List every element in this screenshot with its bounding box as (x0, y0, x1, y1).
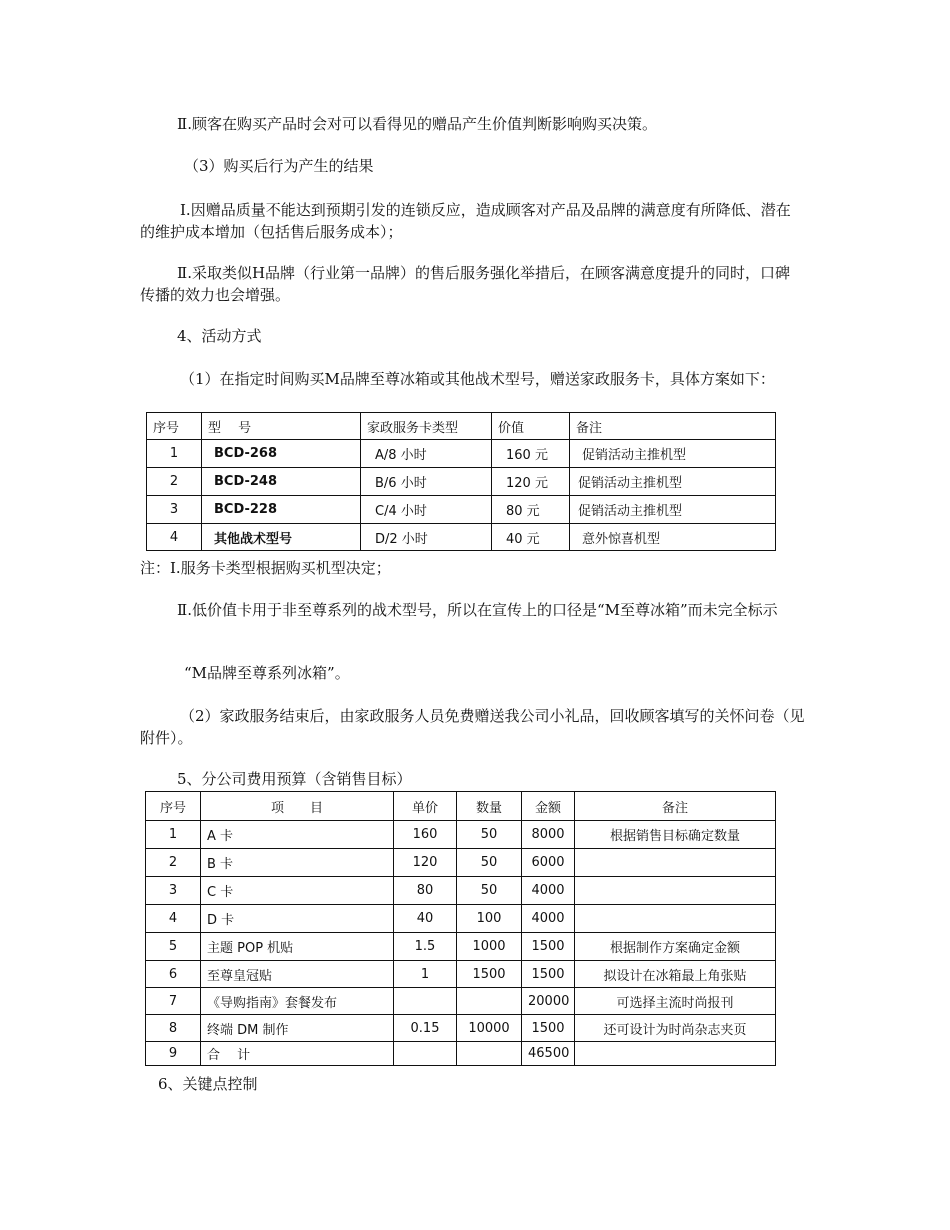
table-cell: 8 (146, 1015, 201, 1042)
table-cell: 20000 (522, 988, 575, 1015)
table-cell: 促销活动主推机型 (570, 440, 776, 468)
paragraph-6: （1）在指定时间购买M品牌至尊冰箱或其他战术型号，赠送家政服务卡，具体方案如下： (180, 370, 775, 388)
table-cell: 根据销售目标确定数量 (575, 821, 776, 849)
table-cell (457, 1042, 522, 1066)
table-cell: 主题 POP 机贴 (201, 933, 394, 961)
table-header-cell: 型 号 (202, 413, 361, 440)
table-cell: 其他战术型号 (202, 524, 361, 551)
table-cell: 50 (457, 821, 522, 849)
table-cell: 2 (147, 468, 202, 496)
note-3: “M品牌至尊系列冰箱”。 (184, 664, 350, 682)
table-header-cell: 序号 (146, 792, 201, 821)
paragraph-10: （2）家政服务结束后，由家政服务人员免费赠送我公司小礼品，回收顾客填写的关怀问卷（见附件）。 (140, 707, 805, 747)
paragraph-3: Ⅰ.因赠品质量不能达到预期引发的连锁反应，造成顾客对产品及品牌的满意度有所降低、潜在的维护成本增加（包括售后服务成本）； (140, 201, 791, 241)
table-header-cell: 价值 (492, 413, 570, 440)
table-cell: B/6 小时 (361, 468, 492, 496)
table-cell: 意外惊喜机型 (570, 524, 776, 551)
table-cell: 40 元 (492, 524, 570, 551)
table-cell (394, 1042, 457, 1066)
paragraph-4: Ⅱ.采取类似H品牌（行业第一品牌）的售后服务强化举措后，在顾客满意度提升的同时，口碑传播的效力也会增强。 (140, 264, 791, 304)
section-heading-4: 4、活动方式 (177, 327, 262, 345)
table-cell: 6 (146, 961, 201, 988)
section-heading-6: 6、关键点控制 (158, 1075, 258, 1093)
table-cell: 120 元 (492, 468, 570, 496)
table-total-row (146, 1042, 776, 1066)
table-row (146, 988, 776, 1015)
table-header-cell: 单价 (394, 792, 457, 821)
table-cell: 8000 (522, 821, 575, 849)
table-cell: B 卡 (201, 849, 394, 877)
table-header-cell: 项 目 (201, 792, 394, 821)
section-heading-5: 5、分公司费用预算（含销售目标） (177, 770, 412, 788)
table-cell (394, 988, 457, 1015)
table-cell: 5 (146, 933, 201, 961)
table-cell: 10000 (457, 1015, 522, 1042)
table-row (146, 849, 776, 877)
table-cell (575, 905, 776, 933)
table-cell: 4 (147, 524, 202, 551)
table-cell: 2 (146, 849, 201, 877)
table-cell: 1500 (522, 933, 575, 961)
table-row (146, 821, 776, 849)
table-cell (575, 849, 776, 877)
table-cell: 100 (457, 905, 522, 933)
table-cell: 1.5 (394, 933, 457, 961)
table-cell: 6000 (522, 849, 575, 877)
table-cell: 《导购指南》套餐发布 (201, 988, 394, 1015)
table-cell: 1500 (522, 1015, 575, 1042)
table-cell: 至尊皇冠贴 (201, 961, 394, 988)
table-cell: 1500 (522, 961, 575, 988)
table-cell: 1500 (457, 961, 522, 988)
table-cell: 3 (146, 877, 201, 905)
table-cell: 50 (457, 849, 522, 877)
table-header-cell: 家政服务卡类型 (361, 413, 492, 440)
table-header-cell: 备注 (575, 792, 776, 821)
paragraph-2: （3）购买后行为产生的结果 (184, 157, 374, 175)
table-cell: 促销活动主推机型 (570, 496, 776, 524)
table-header-cell: 备注 (570, 413, 776, 440)
table-cell: 46500 (522, 1042, 575, 1066)
table-row (146, 1015, 776, 1042)
note-1: 注：Ⅰ.服务卡类型根据购买机型决定； (140, 559, 391, 577)
table-row (146, 961, 776, 988)
table-cell: D 卡 (201, 905, 394, 933)
table-row (146, 877, 776, 905)
table-cell: 9 (146, 1042, 201, 1066)
note-2: Ⅱ.低价值卡用于非至尊系列的战术型号，所以在宣传上的口径是“M至尊冰箱”而未完全标示 (177, 601, 778, 619)
table-header-row (146, 792, 776, 821)
table-cell: 160 元 (492, 440, 570, 468)
table-row (147, 440, 776, 468)
table-cell (575, 877, 776, 905)
table-cell: 4000 (522, 877, 575, 905)
table-cell: 120 (394, 849, 457, 877)
table-header-cell: 数量 (457, 792, 522, 821)
service-card-table (146, 412, 776, 551)
table-cell: 1 (394, 961, 457, 988)
table-row (147, 468, 776, 496)
table-cell: 0.15 (394, 1015, 457, 1042)
table-cell: A 卡 (201, 821, 394, 849)
table-cell: A/8 小时 (361, 440, 492, 468)
table-cell: 终端 DM 制作 (201, 1015, 394, 1042)
table-cell: 合 计 (201, 1042, 394, 1066)
table-cell: 根据制作方案确定金额 (575, 933, 776, 961)
table-cell: 80 元 (492, 496, 570, 524)
paragraph-1: Ⅱ.顾客在购买产品时会对可以看得见的赠品产生价值判断影响购买决策。 (177, 115, 657, 133)
table-cell: 3 (147, 496, 202, 524)
table-cell: 1 (146, 821, 201, 849)
table-row (147, 496, 776, 524)
table-cell (575, 1042, 776, 1066)
table-cell: 160 (394, 821, 457, 849)
table-cell: 还可设计为时尚杂志夹页 (575, 1015, 776, 1042)
table-header-cell: 序号 (147, 413, 202, 440)
table-row (147, 524, 776, 551)
table-header-row (147, 413, 776, 440)
table-cell: BCD-228 (202, 496, 361, 524)
table-cell: 拟设计在冰箱最上角张贴 (575, 961, 776, 988)
table-cell: BCD-268 (202, 440, 361, 468)
table-cell: 促销活动主推机型 (570, 468, 776, 496)
table-cell: 40 (394, 905, 457, 933)
table-cell: 4 (146, 905, 201, 933)
table-cell: C/4 小时 (361, 496, 492, 524)
table-row (146, 905, 776, 933)
table-cell (457, 988, 522, 1015)
table-cell: 1000 (457, 933, 522, 961)
table-cell: 4000 (522, 905, 575, 933)
table-cell: 80 (394, 877, 457, 905)
table-row (146, 933, 776, 961)
table-cell: 50 (457, 877, 522, 905)
table-cell: 7 (146, 988, 201, 1015)
table-cell: 1 (147, 440, 202, 468)
table-cell: D/2 小时 (361, 524, 492, 551)
table-header-cell: 金额 (522, 792, 575, 821)
budget-table (145, 791, 776, 1066)
table-cell: 可选择主流时尚报刊 (575, 988, 776, 1015)
table-cell: BCD-248 (202, 468, 361, 496)
table-cell: C 卡 (201, 877, 394, 905)
